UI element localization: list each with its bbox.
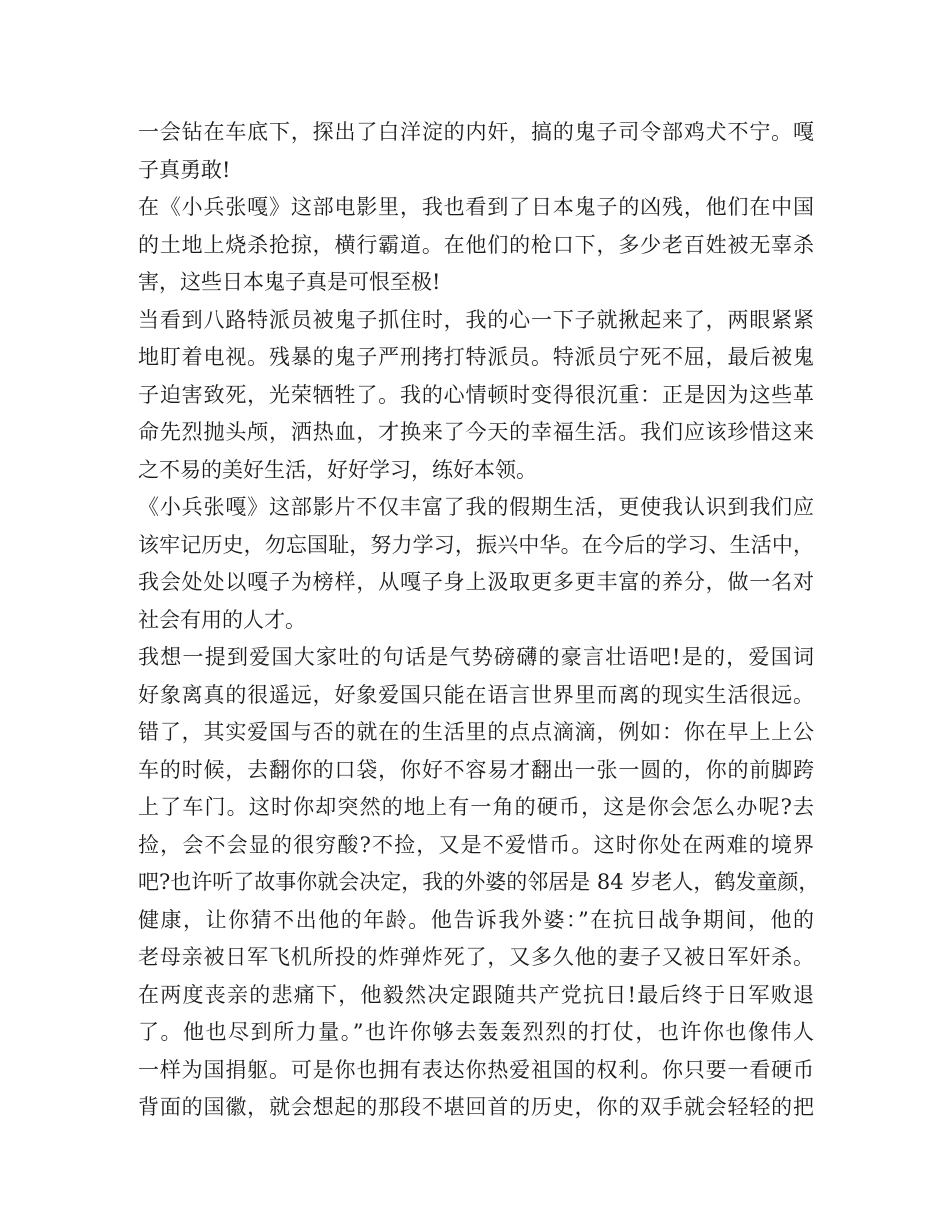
text-line: 之不易的美好生活，好好学习，练好本领。 [138, 457, 537, 482]
text-line: 了。他也尽到所力量。”也许你够去轰轰烈烈的打仗，也许你也像伟人 [138, 1020, 814, 1044]
text-line: 在《小兵张嘎》这部电影里，我也看到了日本鬼子的凶残，他们在中国 [138, 195, 814, 219]
text-line: 我会处处以嘎子为榜样，从嘎子身上汲取更多更丰富的养分，做一名对 [138, 570, 814, 594]
text-line: 一会钻在车底下，探出了白洋淀的内奸，搞的鬼子司令部鸡犬不宁。嘎 [138, 120, 814, 144]
text-line: 我想一提到爱国大家吐的句话是气势磅礴的豪言壮语吧!是的，爱国词 [138, 645, 814, 669]
text-line: 健康，让你猜不出他的年龄。他告诉我外婆：”在抗日战争期间，他的 [138, 907, 814, 932]
text-line: 捡，会不会显的很穷酸?不捡，又是不爱惜币。这时你处在两难的境界 [138, 832, 814, 857]
text-line: 该牢记历史，勿忘国耻，努力学习，振兴中华。在今后的学习、生活中， [138, 532, 814, 557]
text-line: 一样为国捐躯。可是你也拥有表达你热爱祖国的权利。你只要一看硬币 [138, 1057, 814, 1082]
text-line: 错了，其实爱国与否的就在的生活里的点点滴滴，例如：你在早上上公 [138, 720, 814, 744]
document-body [138, 114, 820, 1127]
text-line: 上了车门。这时你却突然的地上有一角的硬币，这是你会怎么办呢?去 [138, 795, 814, 819]
text-line: 社会有用的人才。 [138, 607, 306, 632]
text-line: 地盯着电视。残暴的鬼子严刑拷打特派员。特派员宁死不屈，最后被鬼 [138, 345, 814, 369]
text-line: 害，这些日本鬼子真是可恨至极! [138, 270, 441, 294]
text-line: 命先烈抛头颅，洒热血，才换来了今天的幸福生活。我们应该珍惜这来 [138, 420, 814, 444]
text-line: 子迫害致死，光荣牺牲了。我的心情顿时变得很沉重：正是因为这些革 [138, 382, 814, 407]
text-line: 在两度丧亲的悲痛下，他毅然决定跟随共产党抗日!最后终于日军败退 [138, 982, 814, 1007]
text-line: 吧?也许听了故事你就会决定，我的外婆的邻居是 84 岁老人，鹤发童颜， [138, 870, 820, 894]
text-line: 子真勇敢! [138, 157, 231, 182]
text-line: 老母亲被日军飞机所投的炸弹炸死了，又多久他的妻子又被日军奸杀。 [138, 945, 814, 969]
text-line: 的土地上烧杀抢掠，横行霸道。在他们的枪口下，多少老百姓被无辜杀 [138, 232, 814, 257]
text-line: 车的时候，去翻你的口袋，你好不容易才翻出一张一圆的，你的前脚跨 [138, 757, 814, 782]
text-line: 《小兵张嘎》这部影片不仅丰富了我的假期生活，更使我认识到我们应 [138, 495, 814, 519]
text-line: 背面的国徽，就会想起的那段不堪回首的历史，你的双手就会轻轻的把 [138, 1095, 814, 1119]
text-line: 当看到八路特派员被鬼子抓住时，我的心一下子就揪起来了，两眼紧紧 [138, 307, 814, 332]
text-line: 好象离真的很遥远，好象爱国只能在语言世界里而离的现实生活很远。 [138, 682, 814, 707]
